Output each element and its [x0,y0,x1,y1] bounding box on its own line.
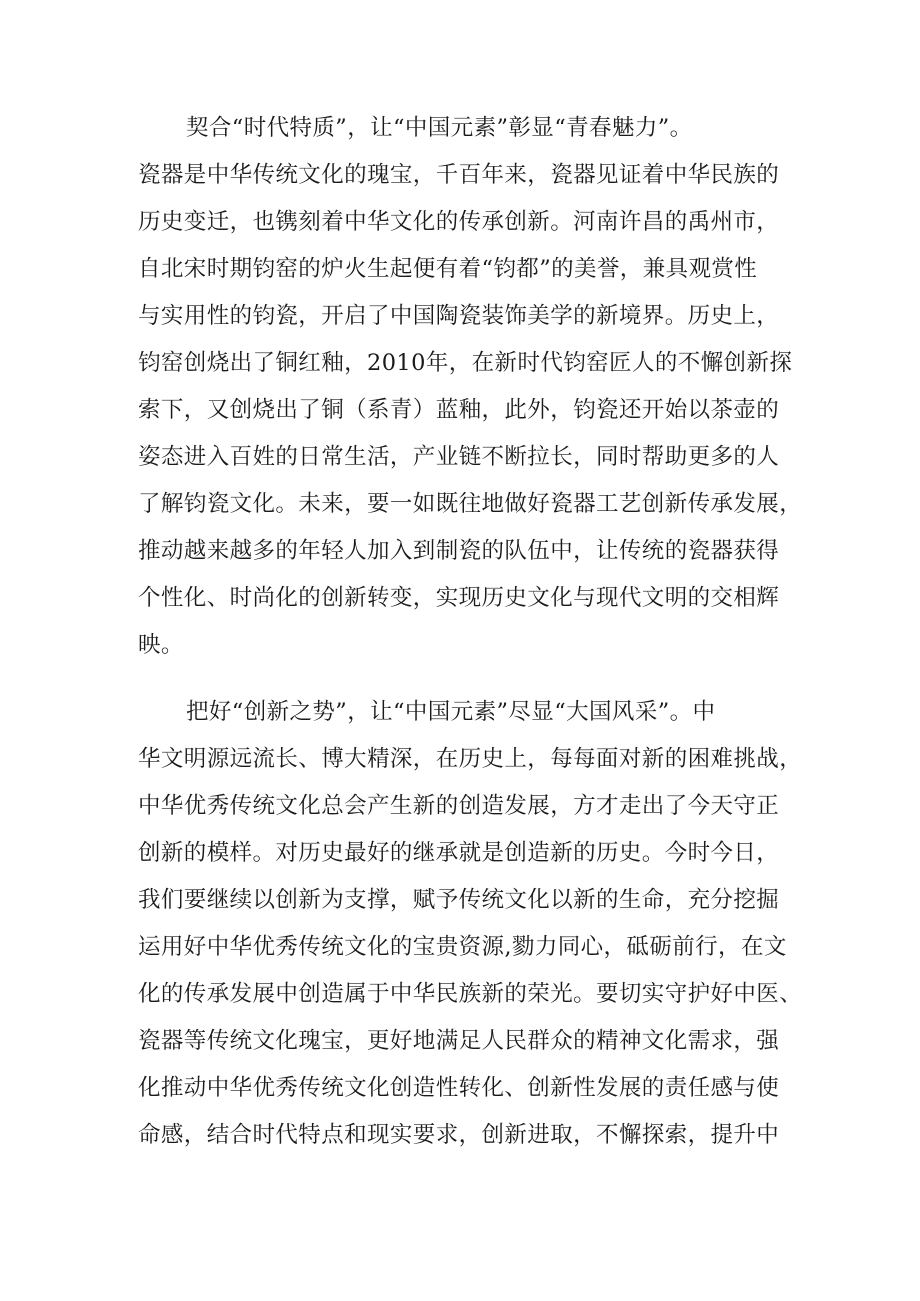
paragraph-line: 命感，结合时代特点和现实要求，创新进取，不懈探索，提升中 [138,1122,780,1148]
paragraph-line: 推动越来越多的年轻人加入到制瓷的队伍中，让传统的瓷器获得 [138,538,780,564]
paragraph-line: 索下，又创烧出了铜（系青）蓝釉，此外，钧瓷还开始以茶壶的 [138,397,780,423]
paragraph-line: 历史变迁，也镌刻着中华文化的传承创新。河南许昌的禹州市， [138,209,780,235]
paragraph-line: 运用好中华优秀传统文化的宝贵资源,勠力同心，砥砺前行，在文 [138,934,787,960]
paragraph-line: 化推动中华优秀传统文化创造性转化、创新性发展的责任感与使 [138,1075,780,1101]
paragraph-line: 映。 [138,632,184,658]
paragraph-line: 华文明源远流长、博大精深，在历史上，每每面对新的困难挑战， [138,746,803,772]
paragraph-line: 创新的模样。对历史最好的继承就是创造新的历史。今时今日， [138,840,780,866]
paragraph-line: 化的传承发展中创造属于中华民族新的荣光。要切实守护好中医、 [138,981,803,1007]
paragraph-line: 与实用性的钧瓷，开启了中国陶瓷装饰美学的新境界。历史上， [138,303,780,329]
paragraph-line: 把好“创新之势”，让“中国元素”尽显“大国风采”。中 [186,699,716,725]
paragraph-line: 瓷器等传统文化瑰宝，更好地满足人民群众的精神文化需求，强 [138,1028,780,1054]
paragraph-line: 了解钧瓷文化。未来，要一如既往地做好瓷器工艺创新传承发展， [138,491,803,517]
paragraph-line: 中华优秀传统文化总会产生新的创造发展，方才走出了今天守正 [138,793,780,819]
paragraph-line: 钧窑创烧出了铜红釉，2010年，在新时代钧窑匠人的不懈创新探 [138,350,793,376]
paragraph-line: 自北宋时期钧窑的炉火生起便有着“钧都”的美誉，兼具观赏性 [138,256,758,282]
paragraph-line: 姿态进入百姓的日常生活，产业链不断拉长，同时帮助更多的人 [138,444,780,470]
paragraph-line: 瓷器是中华传统文化的瑰宝，千百年来，瓷器见证着中华民族的 [138,162,780,188]
paragraph-line: 契合“时代特质”，让“中国元素”彰显“青春魅力”。 [186,115,693,141]
paragraph-line: 个性化、时尚化的创新转变，实现历史文化与现代文明的交相辉 [138,585,780,611]
paragraph-line: 我们要继续以创新为支撑，赋予传统文化以新的生命，充分挖掘 [138,887,780,913]
